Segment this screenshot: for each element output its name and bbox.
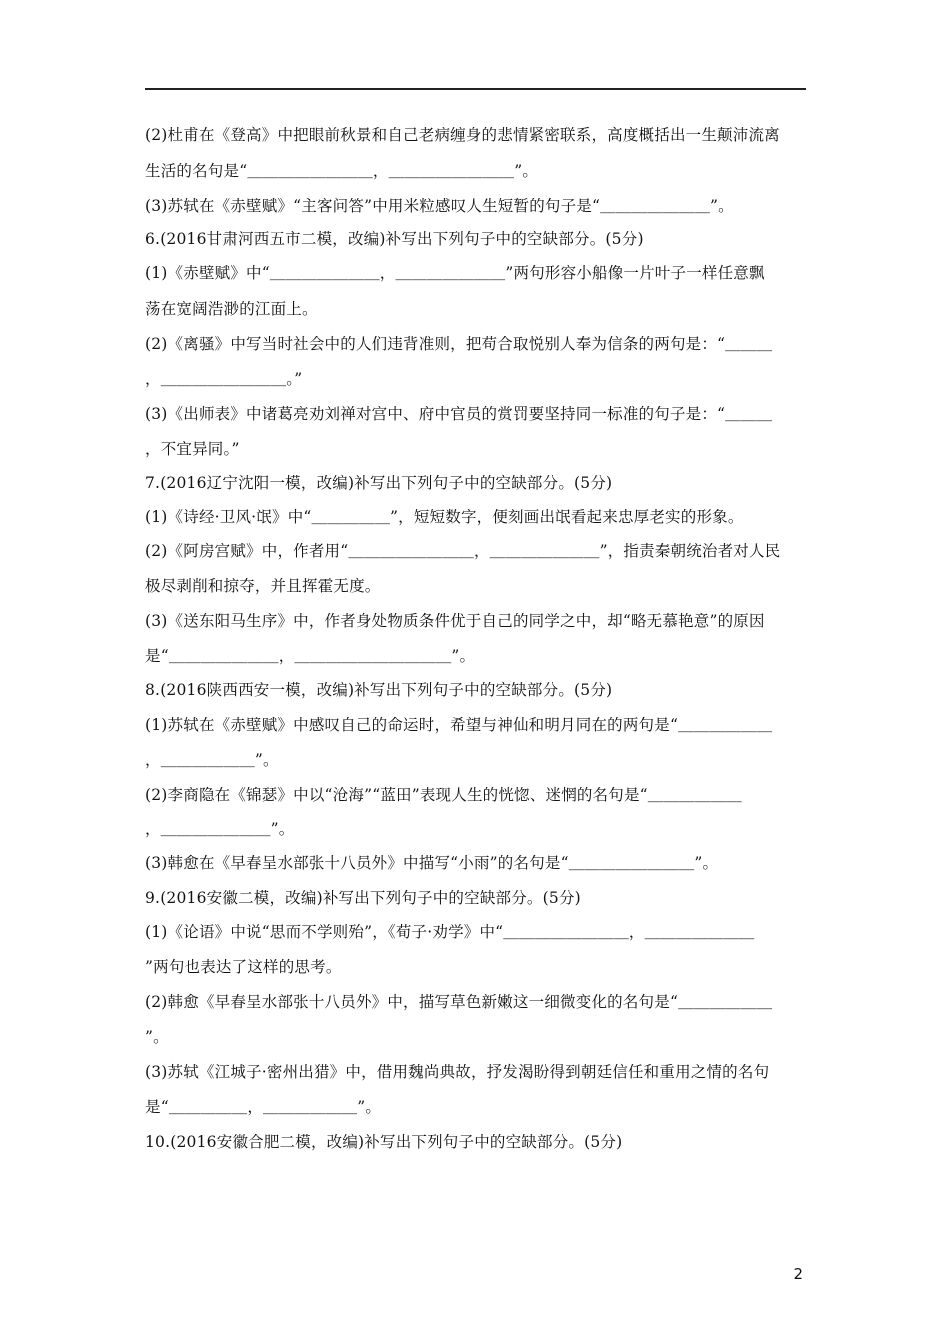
text-line: (3)韩愈在《早春呈水部张十八员外》中描写“小雨”的名句是“＿＿＿＿＿＿＿＿”。 — [145, 854, 719, 872]
text-line: 8.(2016陕西西安一模，改编)补写出下列句子中的空缺部分。(5分) — [145, 681, 613, 699]
text-line: (2)韩愈《早春呈水部张十八员外》中，描写草色新嫩这一细微变化的名句是“＿＿＿＿＿＿ — [145, 993, 773, 1011]
header-rule — [145, 88, 806, 90]
text-line: 是“＿＿＿＿＿，＿＿＿＿＿＿”。 — [145, 1098, 382, 1116]
text-line: (3)苏轼《江城子·密州出猎》中，借用魏尚典故，抒发渴盼得到朝廷信任和重用之情的名句 — [145, 1063, 770, 1081]
text-line: (3)苏轼在《赤壁赋》“主客问答”中用米粒感叹人生短暂的句子是“＿＿＿＿＿＿＿”。 — [145, 197, 734, 215]
text-line: ，＿＿＿＿＿＿＿”。 — [145, 820, 295, 838]
text-line: (2)《离骚》中写当时社会中的人们违背准则，把苟合取悦别人奉为信条的两句是：“＿＿＿ — [145, 335, 773, 353]
text-line: (2)《阿房宫赋》中，作者用“＿＿＿＿＿＿＿＿，＿＿＿＿＿＿＿”，指责秦朝统治者对人民 — [145, 542, 781, 560]
text-line: (1)苏轼在《赤壁赋》中感叹自己的命运时，希望与神仙和明月同在的两句是“＿＿＿＿＿＿ — [145, 716, 773, 734]
page-number: 2 — [793, 1265, 803, 1283]
text-line: 6.(2016甘肃河西五市二模，改编)补写出下列句子中的空缺部分。(5分) — [145, 230, 644, 248]
text-line: 生活的名句是“＿＿＿＿＿＿＿＿，＿＿＿＿＿＿＿＿”。 — [145, 162, 539, 180]
text-line: ，＿＿＿＿＿＿”。 — [145, 751, 279, 769]
text-line: (3)《送东阳马生序》中，作者身处物质条件优于自己的同学之中，却“略无慕艳意”的原因 — [145, 612, 765, 630]
text-line: (2)杜甫在《登高》中把眼前秋景和自己老病缠身的悲情紧密联系，高度概括出一生颠沛流离 — [145, 126, 780, 144]
text-line: ”两句也表达了这样的思考。 — [145, 958, 342, 976]
text-line: ，不宜异同。” — [145, 440, 240, 458]
text-line: 极尽剥削和掠夺，并且挥霍无度。 — [145, 577, 381, 595]
text-line: ，＿＿＿＿＿＿＿＿。” — [145, 370, 303, 388]
text-line: 是“＿＿＿＿＿＿＿，＿＿＿＿＿＿＿＿＿＿”。 — [145, 647, 476, 665]
text-line: (1)《论语》中说“思而不学则殆”，《荀子·劝学》中“＿＿＿＿＿＿＿＿，＿＿＿＿＿＿＿ — [145, 923, 755, 941]
text-line: (2)李商隐在《锦瑟》中以“沧海”“蓝田”表现人生的恍惚、迷惘的名句是“＿＿＿＿＿＿ — [145, 786, 742, 804]
text-line: 9.(2016安徽二模，改编)补写出下列句子中的空缺部分。(5分) — [145, 889, 581, 907]
text-line: 10.(2016安徽合肥二模，改编)补写出下列句子中的空缺部分。(5分) — [145, 1133, 623, 1151]
text-line: (1)《赤壁赋》中“＿＿＿＿＿＿＿，＿＿＿＿＿＿＿”两句形容小船像一片叶子一样任意飘 — [145, 264, 765, 282]
text-line: ”。 — [145, 1028, 169, 1046]
text-line: 7.(2016辽宁沈阳一模，改编)补写出下列句子中的空缺部分。(5分) — [145, 474, 613, 492]
text-line: (3)《出师表》中诸葛亮劝刘禅对宫中、府中官员的赏罚要坚持同一标准的句子是：“＿＿＿ — [145, 405, 773, 423]
text-line: (1)《诗经·卫风·氓》中“＿＿＿＿＿”，短短数字，便刻画出氓看起来忠厚老实的形象。 — [145, 508, 744, 526]
text-line: 荡在宽阔浩渺的江面上。 — [145, 300, 318, 318]
